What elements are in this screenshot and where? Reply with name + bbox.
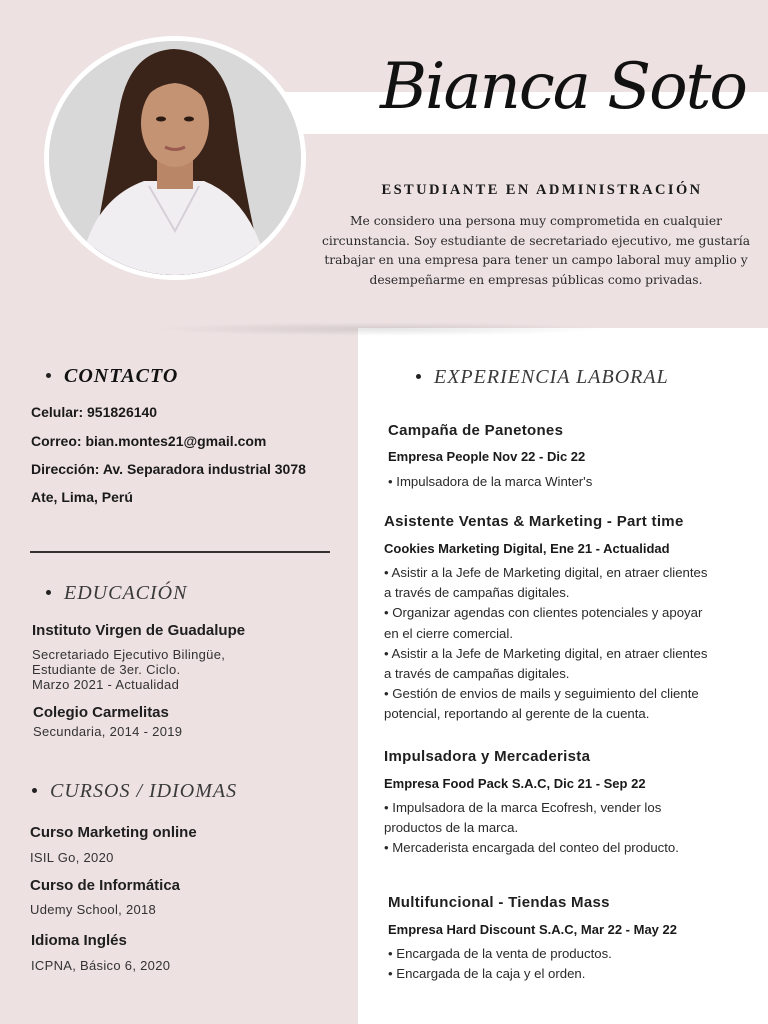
contact-city: Ate, Lima, Perú <box>31 489 133 505</box>
job-title: Asistente Ventas & Marketing - Part time <box>384 513 684 530</box>
education-school: Instituto Virgen de Guadalupe <box>32 622 246 639</box>
contact-address: Dirección: Av. Separadora industrial 3078 <box>31 461 306 477</box>
divider-shadow <box>150 322 610 336</box>
bullet-icon <box>46 590 51 595</box>
job-company: Empresa Hard Discount S.A.C, Mar 22 - May 22 <box>388 922 677 937</box>
job-company: Empresa People Nov 22 - Dic 22 <box>388 449 586 464</box>
job-line: • Mercaderista encargada del conteo del producto. <box>384 840 679 856</box>
course-detail: Udemy School, 2018 <box>30 902 157 917</box>
bullet-icon <box>416 374 421 379</box>
course-name: Idioma Inglés <box>31 932 127 949</box>
job-description <box>388 472 592 492</box>
candidate-name: Bianca Soto <box>380 50 746 124</box>
job-description <box>388 944 612 984</box>
job-line: • Asistir a la Jefe de Marketing digital, en atraer clientes <box>384 645 708 661</box>
job-line: productos de la marca. <box>384 820 519 836</box>
bullet-icon <box>32 788 37 793</box>
profile-photo <box>49 41 301 275</box>
job-line: • Encargada de la caja y el orden. <box>388 966 586 982</box>
job-line: • Gestión de envios de mails y seguimiento del cliente <box>384 686 699 702</box>
course-name: Curso de Informática <box>30 877 181 894</box>
job-line: en el cierre comercial. <box>384 625 513 641</box>
candidate-role: ESTUDIANTE EN ADMINISTRACIÓN <box>381 182 703 198</box>
job-line: • Impulsadora de la marca Winter's <box>388 474 593 489</box>
job-line: • Asistir a la Jefe de Marketing digital, en atraer clientes <box>384 565 708 580</box>
job-line: • Encargada de la venta de productos. <box>388 946 612 961</box>
course-name: Curso Marketing online <box>30 824 197 841</box>
job-title: Multifuncional - Tiendas Mass <box>388 894 610 911</box>
education-detail: Estudiante de 3er. Ciclo. <box>32 662 181 677</box>
job-line: a través de campañas digitales. <box>384 585 570 601</box>
contact-email: Correo: bian.montes21@gmail.com <box>31 433 267 449</box>
education-detail: Marzo 2021 - Actualidad <box>32 677 180 692</box>
experience-heading: EXPERIENCIA LABORAL <box>416 366 669 389</box>
courses-heading: CURSOS / IDIOMAS <box>32 780 237 803</box>
job-company: Cookies Marketing Digital, Ene 21 - Actualidad <box>384 541 670 556</box>
job-description <box>384 563 707 725</box>
contact-phone: Celular: 951826140 <box>31 404 158 420</box>
course-detail: ICPNA, Básico 6, 2020 <box>31 958 171 973</box>
education-heading: EDUCACIÓN <box>46 582 187 605</box>
job-line: • Impulsadora de la marca Ecofresh, vender los <box>384 800 662 815</box>
education-school: Colegio Carmelitas <box>33 704 169 721</box>
job-title: Impulsadora y Mercaderista <box>384 748 591 765</box>
job-line: a través de campañas digitales. <box>384 666 570 682</box>
candidate-bio: Me considero una persona muy comprometida en cualquier circunstancia. Soy estudiante de secretariado ejecutivo, me gustaría trabajar en una empresa para tener un campo laboral muy amplio y desempeñarme en empresas públicas como privadas. <box>321 214 751 287</box>
course-detail: ISIL Go, 2020 <box>30 850 114 865</box>
job-description <box>384 798 679 859</box>
job-line: potencial, reportando al gerente de la cuenta. <box>384 706 650 722</box>
section-divider <box>30 551 330 553</box>
contact-heading: CONTACTO <box>46 365 178 388</box>
education-detail: Secundaria, 2014 - 2019 <box>33 724 183 739</box>
job-company: Empresa Food Pack S.A.C, Dic 21 - Sep 22 <box>384 776 646 791</box>
job-title: Campaña de Panetones <box>388 422 564 439</box>
education-detail: Secretariado Ejecutivo Bilingüe, <box>32 647 226 662</box>
job-line: • Organizar agendas con clientes potenciales y apoyar <box>384 605 703 621</box>
bullet-icon <box>46 373 51 378</box>
